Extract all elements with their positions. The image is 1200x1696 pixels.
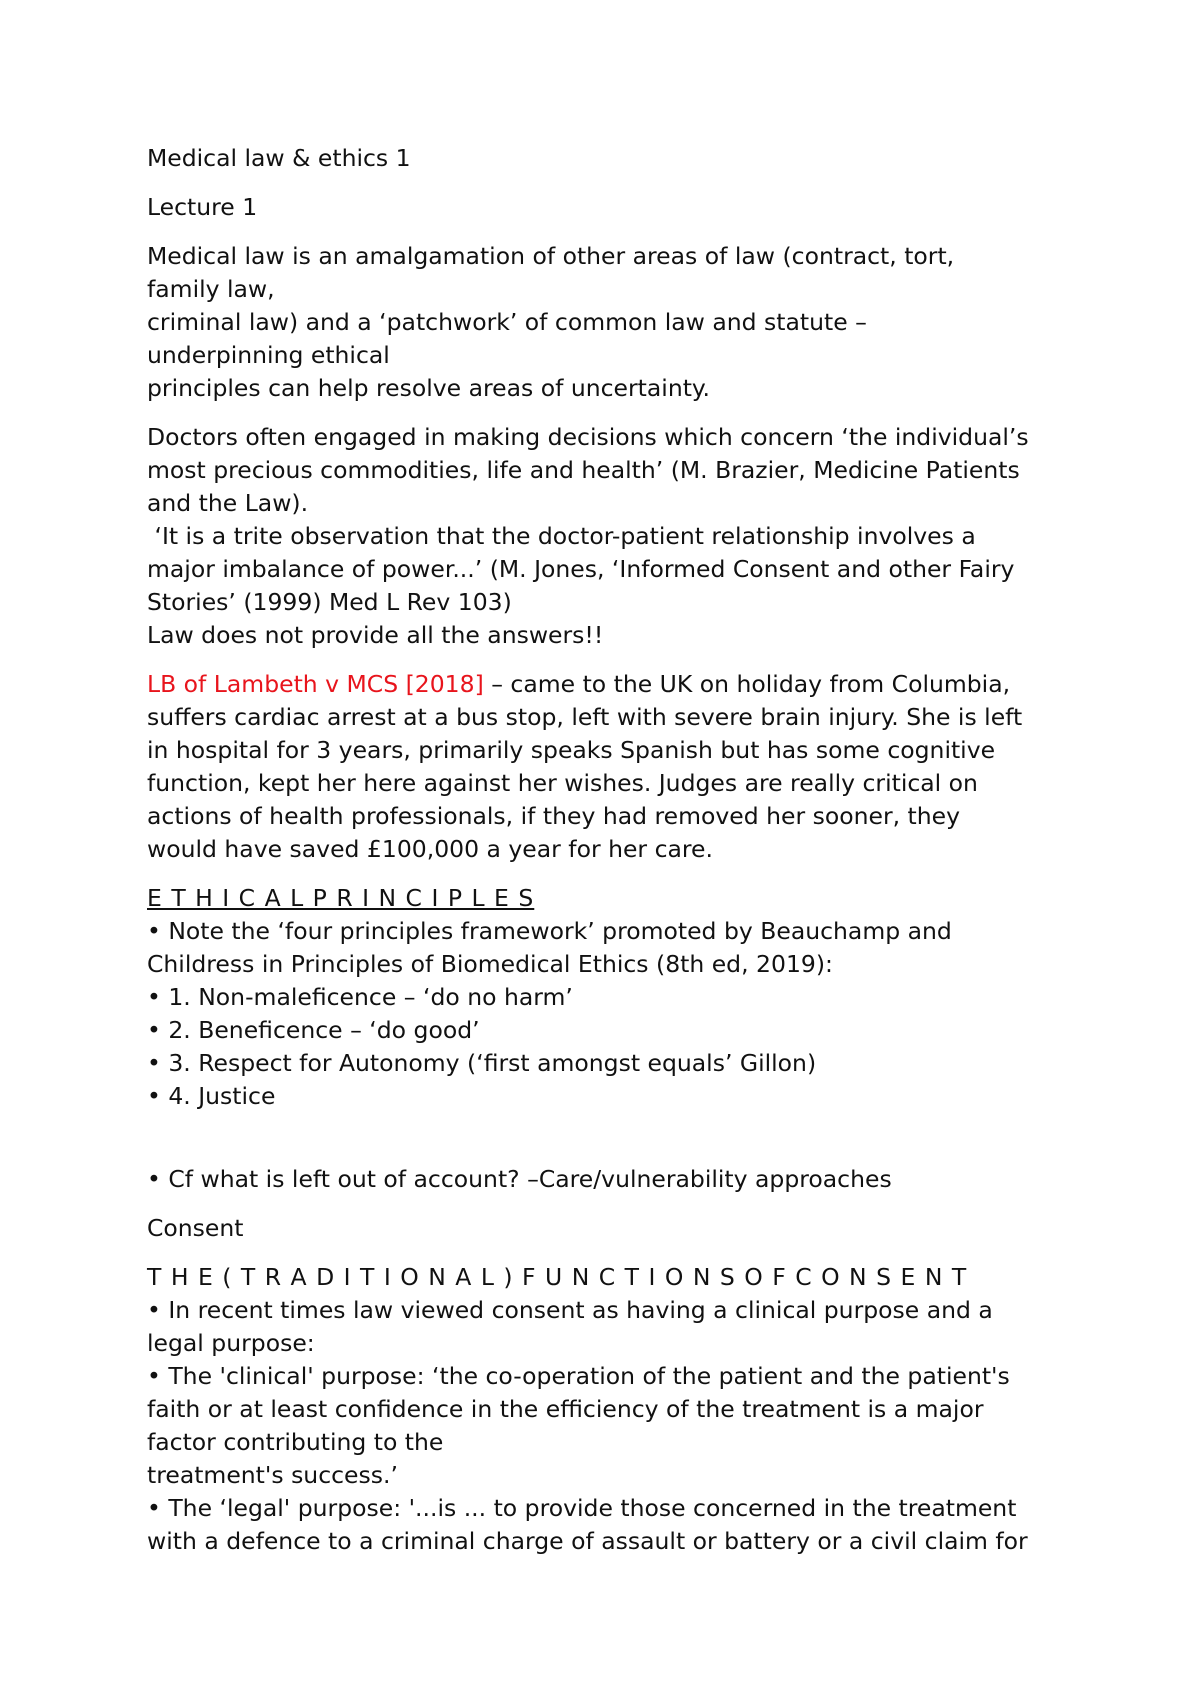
document-title [147, 142, 1077, 175]
list-item: legal purpose: [147, 1329, 315, 1357]
text-line: Law does not provide all the answers!! [147, 621, 604, 649]
text-line: underpinning ethical [147, 341, 390, 369]
list-item: treatment's success.’ [147, 1461, 398, 1489]
text-line: would have saved £100,000 a year for her care. [147, 835, 713, 863]
list-item: • 4. Justice [147, 1082, 276, 1110]
blank-line [147, 1113, 1077, 1163]
text-line: in hospital for 3 years, primarily speaks Spanish but has some cognitive [147, 736, 996, 764]
text-line: suffers cardiac arrest at a bus stop, left with severe brain injury. She is left [147, 703, 1023, 731]
case-paragraph [147, 668, 1077, 866]
text-line: function, kept her here against her wishes. Judges are really critical on [147, 769, 978, 797]
ethical-heading [147, 882, 1077, 915]
text-line: and the Law). [147, 489, 309, 517]
list-item: • 1. Non-maleficence – ‘do no harm’ [147, 983, 573, 1011]
consent-heading-text: Consent [147, 1214, 244, 1242]
ethical-heading-text: E T H I C A L P R I N C I P L E S [147, 884, 535, 912]
doctors-paragraph [147, 421, 1077, 652]
ethical-principles-section [147, 882, 1077, 1196]
text-line: family law, [147, 275, 275, 303]
list-item: with a defence to a criminal charge of assault or battery or a civil claim for [147, 1527, 1028, 1555]
text-line [147, 668, 1077, 701]
list-item: • Note the ‘four principles framework’ promoted by Beauchamp and [147, 917, 952, 945]
text-line: actions of health professionals, if they had removed her sooner, they [147, 802, 961, 830]
text-line: major imbalance of power...’ (M. Jones, ‘Informed Consent and other Fairy [147, 555, 1015, 583]
list-item: • The 'clinical' purpose: ‘the co-operation of the patient and the patient's [147, 1362, 1010, 1390]
text-line: principles can help resolve areas of uncertainty. [147, 374, 710, 402]
intro-paragraph [147, 240, 1077, 405]
consent-heading [147, 1212, 1077, 1245]
list-item: factor contributing to the [147, 1428, 444, 1456]
consent-subheading: T H E ( T R A D I T I O N A L ) F U N C T I O N S O F C O N S E N T [147, 1263, 968, 1291]
text-line: Medical law is an amalgamation of other areas of law (contract, tort, [147, 242, 955, 270]
title-text: Medical law & ethics 1 [147, 144, 411, 172]
list-item: • 3. Respect for Autonomy (‘first amongst equals’ Gillon) [147, 1049, 817, 1077]
text-line: criminal law) and a ‘patchwork’ of common law and statute – [147, 308, 867, 336]
text-line: Stories’ (1999) Med L Rev 103) [147, 588, 512, 616]
list-item: faith or at least confidence in the efficiency of the treatment is a major [147, 1395, 984, 1423]
document-page [147, 142, 1077, 1574]
case-name: LB of Lambeth v MCS [2018] [147, 670, 484, 698]
list-item: • In recent times law viewed consent as having a clinical purpose and a [147, 1296, 993, 1324]
text-line: ‘It is a trite observation that the doctor-patient relationship involves a [147, 522, 976, 550]
list-item: • 2. Beneficence – ‘do good’ [147, 1016, 480, 1044]
case-first-line: – came to the UK on holiday from Columbia, [483, 670, 1011, 698]
list-item: • Cf what is left out of account? –Care/vulnerability approaches [147, 1165, 892, 1193]
lecture-text: Lecture 1 [147, 193, 258, 221]
consent-functions-section [147, 1261, 1077, 1558]
text-line: Doctors often engaged in making decisions which concern ‘the individual’s [147, 423, 1029, 451]
text-line: most precious commodities, life and health’ (M. Brazier, Medicine Patients [147, 456, 1020, 484]
lecture-heading [147, 191, 1077, 224]
list-item: • The ‘legal' purpose: '...is ... to provide those concerned in the treatment [147, 1494, 1017, 1522]
list-item: Childress in Principles of Biomedical Ethics (8th ed, 2019): [147, 950, 833, 978]
